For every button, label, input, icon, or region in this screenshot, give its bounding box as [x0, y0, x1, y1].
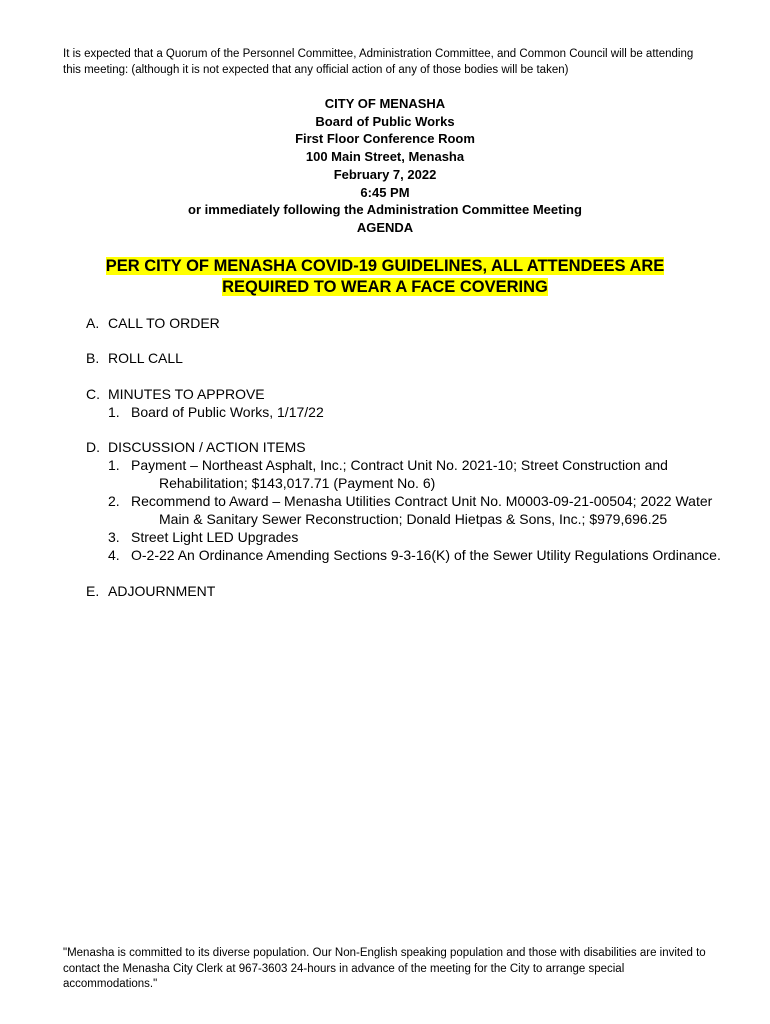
agenda-section: [86, 438, 726, 564]
agenda-section: [86, 582, 726, 600]
meeting-room: First Floor Conference Room: [295, 131, 475, 147]
section-title: ADJOURNMENT: [108, 583, 216, 599]
agenda-section: [86, 385, 726, 421]
section-letter: A.: [86, 315, 100, 331]
section-letter: C.: [86, 386, 100, 402]
accommodations-notice: "Menasha is committed to its diverse population. Our Non-English speaking population and those with disabilities are invited to contact the Menasha City Clerk at 967-3603 24-hours in advance of the meeting for the City to arrange special accommodations.": [63, 947, 706, 990]
item-text: O-2-22 An Ordinance Amending Sections 9-3-16(K) of the Sewer Utility Regulations Ordinance.: [131, 547, 721, 563]
meeting-following: or immediately following the Administration Committee Meeting: [188, 202, 582, 218]
list-item: [108, 528, 726, 546]
list-item: [108, 456, 726, 492]
city-name: CITY OF MENASHA: [324, 96, 446, 111]
covid-notice-line1: PER CITY OF MENASHA COVID-19 GUIDELINES, ALL ATTENDEES ARE: [105, 257, 665, 275]
agenda-list: [86, 314, 726, 600]
quorum-notice: It is expected that a Quorum of the Personnel Committee, Administration Committee, and Common Council will be attending this meeting: (although it is not expected that any official action of any of those bodies will be taken): [63, 48, 694, 76]
meeting-date: February 7, 2022: [333, 166, 437, 182]
item-text: Street Light LED Upgrades: [131, 529, 299, 545]
agenda-title: AGENDA: [356, 219, 414, 235]
item-text: Board of Public Works, 1/17/22: [131, 404, 324, 420]
board-name: Board of Public Works: [315, 113, 455, 129]
section-title: DISCUSSION / ACTION ITEMS: [108, 439, 306, 455]
covid-notice: [0, 256, 770, 298]
section-title: MINUTES TO APPROVE: [108, 386, 265, 402]
item-number: 2.: [108, 493, 120, 509]
agenda-section: [86, 314, 726, 332]
section-letter: B.: [86, 350, 100, 366]
covid-notice-line2: REQUIRED TO WEAR A FACE COVERING: [222, 278, 548, 296]
item-text: Recommend to Award – Menasha Utilities Contract Unit No. M0003-09-21-00504; 2022 Water Main & Sanitary Sewer Reconstruction; Donald Hietpas & Sons, Inc.; $979,696.25: [131, 493, 713, 527]
meeting-time: 6:45 PM: [360, 184, 410, 200]
item-text: Payment – Northeast Asphalt, Inc.; Contract Unit No. 2021-10; Street Construction and Rehabilitation; $143,017.71 (Payment No. 6): [131, 457, 668, 491]
agenda-section: [86, 349, 726, 367]
section-title: ROLL CALL: [108, 350, 183, 366]
item-number: 1.: [108, 404, 120, 420]
list-item: [108, 546, 726, 564]
section-letter: D.: [86, 439, 100, 455]
section-title: CALL TO ORDER: [108, 315, 220, 331]
list-item: [108, 492, 726, 528]
item-number: 1.: [108, 457, 120, 473]
meeting-header: [0, 95, 770, 237]
item-number: 3.: [108, 529, 120, 545]
list-item: [108, 403, 726, 421]
item-number: 4.: [108, 547, 120, 563]
meeting-address: 100 Main Street, Menasha: [305, 149, 465, 165]
section-letter: E.: [86, 583, 100, 599]
